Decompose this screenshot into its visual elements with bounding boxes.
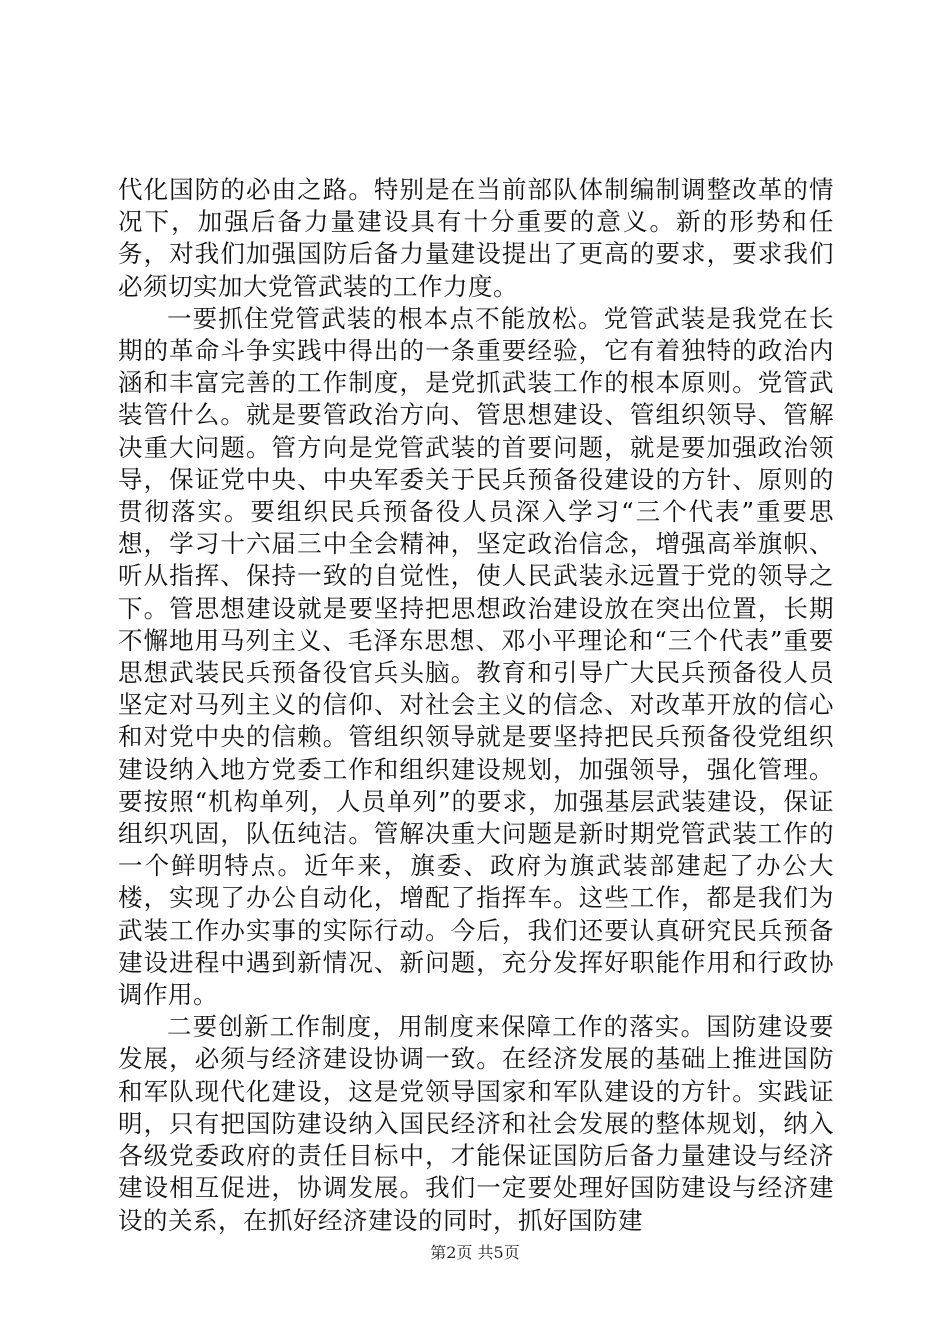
- page-number-footer: 第2页 共5页: [430, 1243, 520, 1262]
- body-text: [118, 174, 834, 1237]
- paragraph-2: 一要抓住党管武装的根本点不能放松。党管武装是我党在长期的革命斗争实践中得出的一条重要经验，它有着独特的政治内涵和丰富完善的工作制度，是党抓武装工作的根本原则。党管武装管什么。就是要管政治方向、管思想建设、管组织领导、管解决重大问题。管方向是党管武装的首要问题，就是要加强政治领导，保证党中央、中央军委关于民兵预备役建设的方针、原则的贯彻落实。要组织民兵预备役人员深入学习“三个代表”重要思想，学习十六届三中全会精神，坚定政治信念，增强高举旗帜、听从指挥、保持一致的自觉性，使人民武装永远置于党的领导之下。管思想建设就是要坚持把思想政治建设放在突出位置，长期不懈地用马列主义、毛泽东思想、邓小平理论和“三个代表”重要思想武装民兵预备役官兵头脑。教育和引导广大民兵预备役人员坚定对马列主义的信仰、对社会主义的信念、对改革开放的信心和对党中央的信赖。管组织领导就是要坚持把民兵预备役党组织建设纳入地方党委工作和组织建设规划，加强领导，强化管理。要按照“机构单列，人员单列”的要求，加强基层武装建设，保证组织巩固，队伍纯洁。管解决重大问题是新时期党管武装工作的一个鲜明特点。近年来，旗委、政府为旗武装部建起了办公大楼，实现了办公自动化，增配了指挥车。这些工作，都是我们为武装工作办实事的实际行动。今后，我们还要认真研究民兵预备建设进程中遇到新情况、新问题，充分发挥好职能作用和行政协调作用。: [118, 303, 834, 1010]
- paragraph-3: 二要创新工作制度，用制度来保障工作的落实。国防建设要发展，必须与经济建设协调一致。在经济发展的基础上推进国防和军队现代化建设，这是党领导国家和军队建设的方针。实践证明，只有把国防建设纳入国民经济和社会发展的整体规划，纳入各级党委政府的责任目标中，才能保证国防后备力量建设与经济建设相互促进，协调发展。我们一定要处理好国防建设与经济建设的关系，在抓好经济建设的同时，抓好国防建: [118, 1012, 834, 1235]
- paragraph-1: 代化国防的必由之路。特别是在当前部队体制编制调整改革的情况下，加强后备力量建设具有十分重要的意义。新的形势和任务，对我们加强国防后备力量建设提出了更高的要求，要求我们必须切实加大党管武装的工作力度。: [118, 175, 834, 301]
